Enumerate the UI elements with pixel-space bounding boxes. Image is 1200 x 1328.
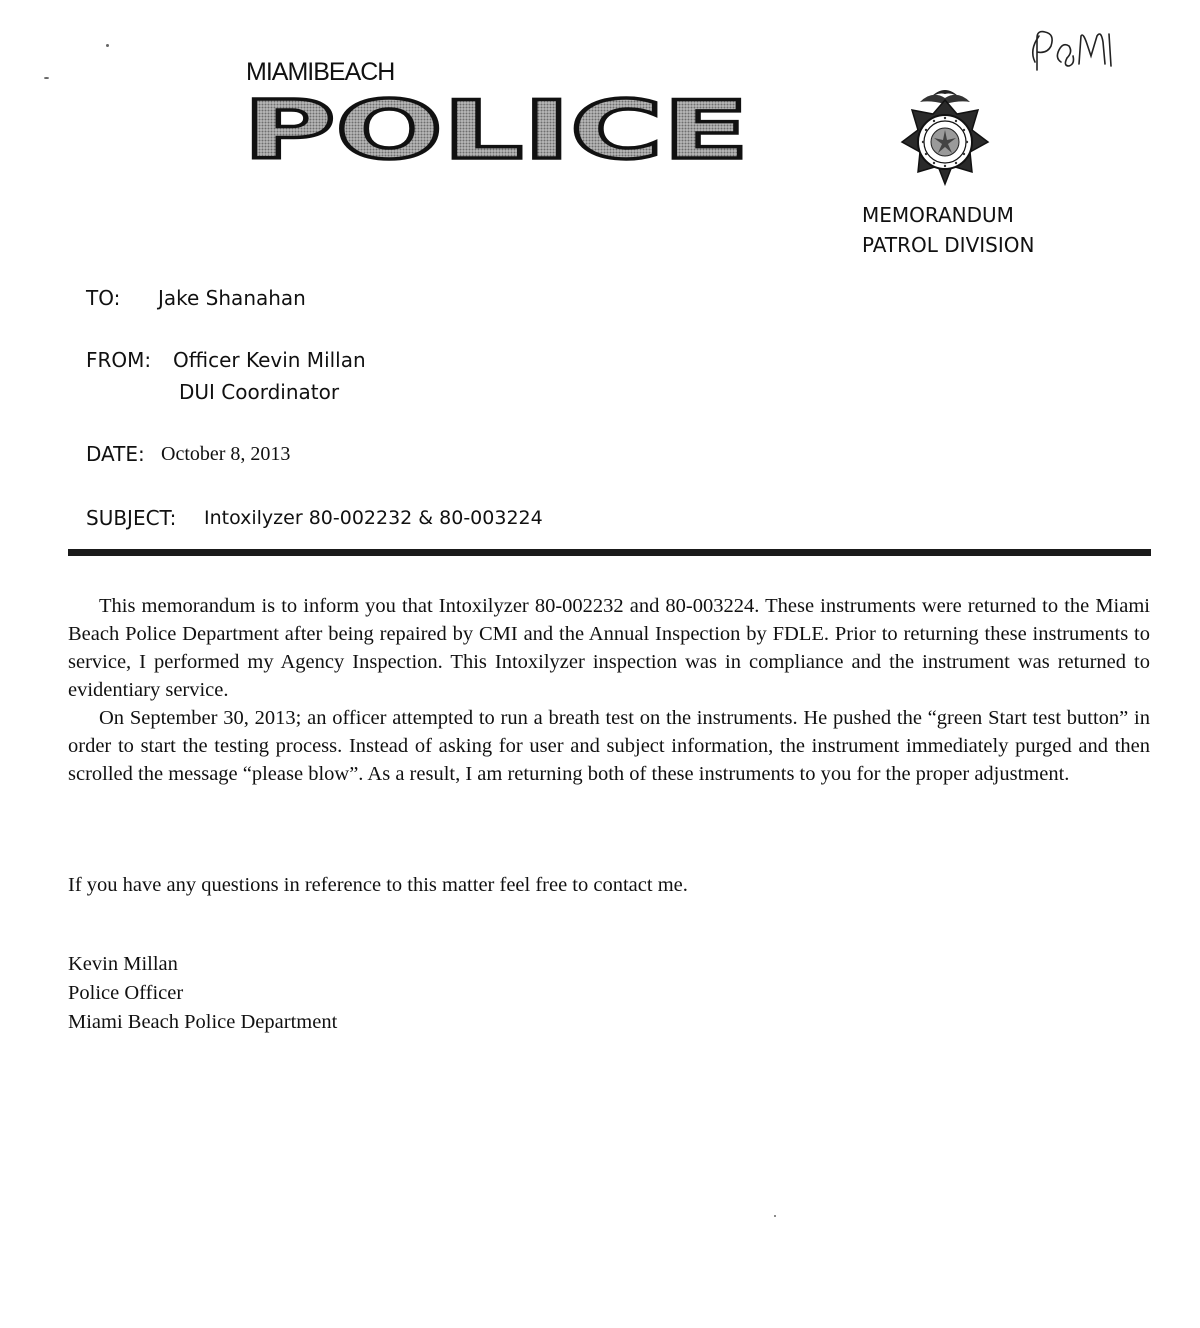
subject-label: SUBJECT: [86,506,177,530]
handwritten-initials-icon [1025,22,1125,82]
body-paragraph-2: On September 30, 2013; an officer attempted to run a breath test on the instruments. He pushed the “green Start test button” in order to start the testing process. Instead of asking for user and subject information, the instrument immediately purged and then scrolled the message “please blow”. As a result, I am returning both of these instruments to you for the proper adjustment. [68,707,1150,785]
subject-value: Intoxilyzer 80-002232 & 80-003224 [204,507,543,529]
scan-speck [44,77,49,79]
signer-organization: Miami Beach Police Department [68,1011,338,1033]
scan-speck [106,44,109,47]
signer-name: Kevin Millan [68,953,178,975]
letterhead-city: MIAMIBEACH [246,58,395,86]
header-divider [68,549,1151,556]
to-value: Jake Shanahan [158,286,306,310]
memo-type: MEMORANDUM [862,203,1014,227]
to-label: TO: [86,286,121,310]
from-label: FROM: [86,348,152,372]
date-value: October 8, 2013 [161,443,291,465]
date-label: DATE: [86,442,145,466]
to-field [86,286,306,310]
signature-block [68,950,337,1037]
date-field [86,442,291,466]
signer-title: Police Officer [68,982,184,1004]
police-logo-text [240,94,752,164]
from-field [86,348,366,372]
police-badge-icon [890,80,1000,190]
closing-line: If you have any questions in reference to this matter feel free to contact me. [68,874,688,896]
scan-speck [774,1215,776,1217]
police-logo-word: POLICE [243,94,749,164]
body-paragraph-1: This memorandum is to inform you that Intoxilyzer 80-002232 and 80-003224. These instruments were returned to the Miami Beach Police Department after being repaired by CMI and the Annual Inspection by FDLE. Prior to returning these instruments to service, I performed my Agency Inspection. This Intoxilyzer inspection was in compliance and the instrument was returned to evidentiary service. [68,595,1150,701]
from-title: DUI Coordinator [179,380,340,404]
memo-body [68,592,1150,788]
subject-field [86,506,543,530]
from-value: Officer Kevin Millan [173,348,366,372]
division-name: PATROL DIVISION [862,233,1035,257]
memo-type-block [862,200,1034,260]
